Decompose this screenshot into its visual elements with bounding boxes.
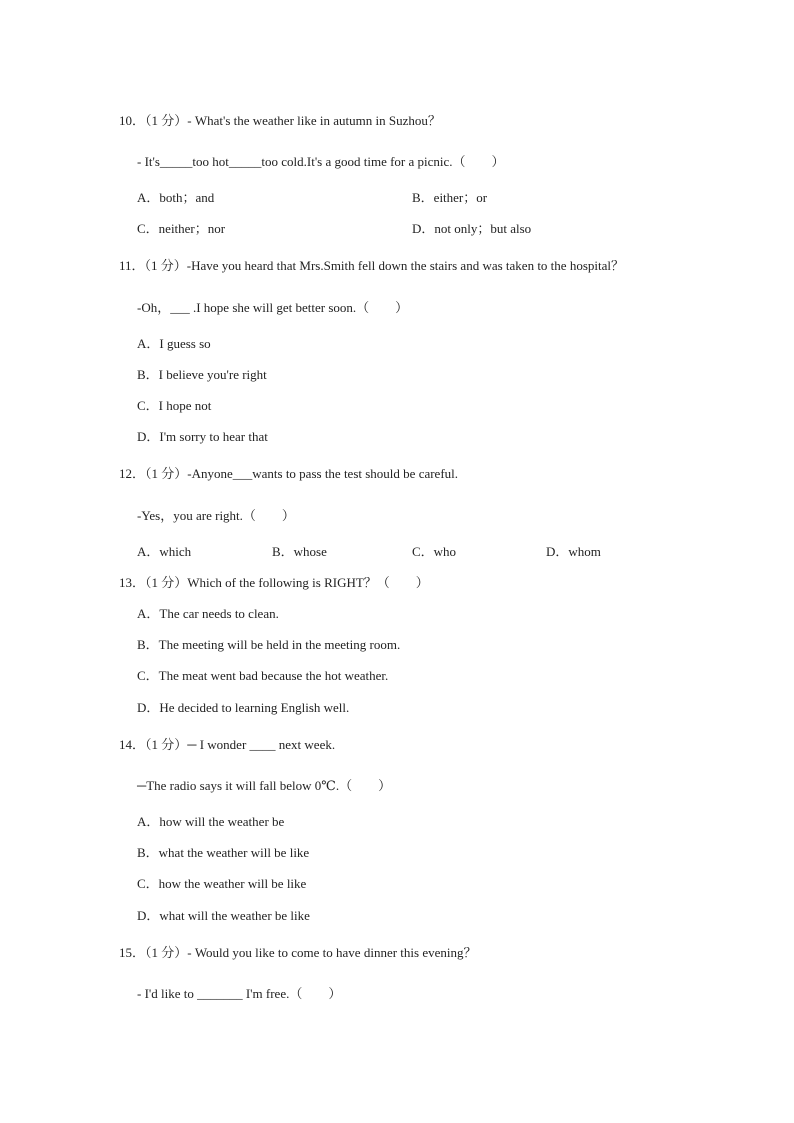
question-13-option-d[interactable]: D．He decided to learning English well. bbox=[137, 700, 350, 715]
question-14-option-b[interactable]: B．what the weather will be like bbox=[137, 845, 310, 860]
question-13-option-a[interactable]: A．The car needs to clean. bbox=[137, 606, 279, 621]
question-14-stem: 14．（1 分）─ I wonder ____ next week. bbox=[119, 737, 336, 752]
question-14-option-d[interactable]: D．what will the weather be like bbox=[137, 908, 310, 923]
question-10-option-d[interactable]: D．not only；but also bbox=[412, 221, 532, 236]
question-11-option-b[interactable]: B．I believe you're right bbox=[137, 367, 267, 382]
question-10-option-a[interactable]: A．both；and bbox=[137, 190, 215, 205]
question-12-option-d[interactable]: D．whom bbox=[546, 544, 601, 559]
question-11-option-d[interactable]: D．I'm sorry to hear that bbox=[137, 429, 268, 444]
question-14-sub: ─The radio says it will fall below 0℃.（ ） bbox=[137, 778, 392, 793]
question-10-option-c[interactable]: C．neither；nor bbox=[137, 221, 226, 236]
question-10-stem: 10．（1 分）- What's the weather like in autumn in Suzhou？ bbox=[119, 113, 441, 128]
question-12-sub: -Yes，you are right.（ ） bbox=[137, 508, 295, 523]
question-11-stem: 11．（1 分）-Have you heard that Mrs.Smith fell down the stairs and was taken to the hospital？ bbox=[119, 258, 624, 273]
question-14-option-a[interactable]: A．how will the weather be bbox=[137, 814, 285, 829]
question-15-sub: - I'd like to _______ I'm free.（ ） bbox=[137, 986, 342, 1001]
question-10-sub: - It's_____too hot_____too cold.It's a good time for a picnic.（ ） bbox=[137, 154, 505, 169]
question-11-sub: -Oh，___ .I hope she will get better soon.（ ） bbox=[137, 300, 409, 315]
question-13-option-b[interactable]: B．The meeting will be held in the meeting room. bbox=[137, 637, 401, 652]
question-13-option-c[interactable]: C．The meat went bad because the hot weather. bbox=[137, 668, 389, 683]
question-12-option-c[interactable]: C．who bbox=[412, 544, 457, 559]
question-11-option-c[interactable]: C．I hope not bbox=[137, 398, 212, 413]
question-12-option-a[interactable]: A．which bbox=[137, 544, 192, 559]
question-14-option-c[interactable]: C．how the weather will be like bbox=[137, 876, 307, 891]
question-15-stem: 15．（1 分）- Would you like to come to have dinner this evening？ bbox=[119, 945, 477, 960]
question-10-option-b[interactable]: B．either；or bbox=[412, 190, 488, 205]
question-12-stem: 12．（1 分）-Anyone___wants to pass the test should be careful. bbox=[119, 466, 459, 481]
question-13-stem: 13．（1 分）Which of the following is RIGHT？（ ） bbox=[119, 575, 429, 590]
question-12-option-b[interactable]: B．whose bbox=[272, 544, 327, 559]
question-11-option-a[interactable]: A．I guess so bbox=[137, 336, 211, 351]
